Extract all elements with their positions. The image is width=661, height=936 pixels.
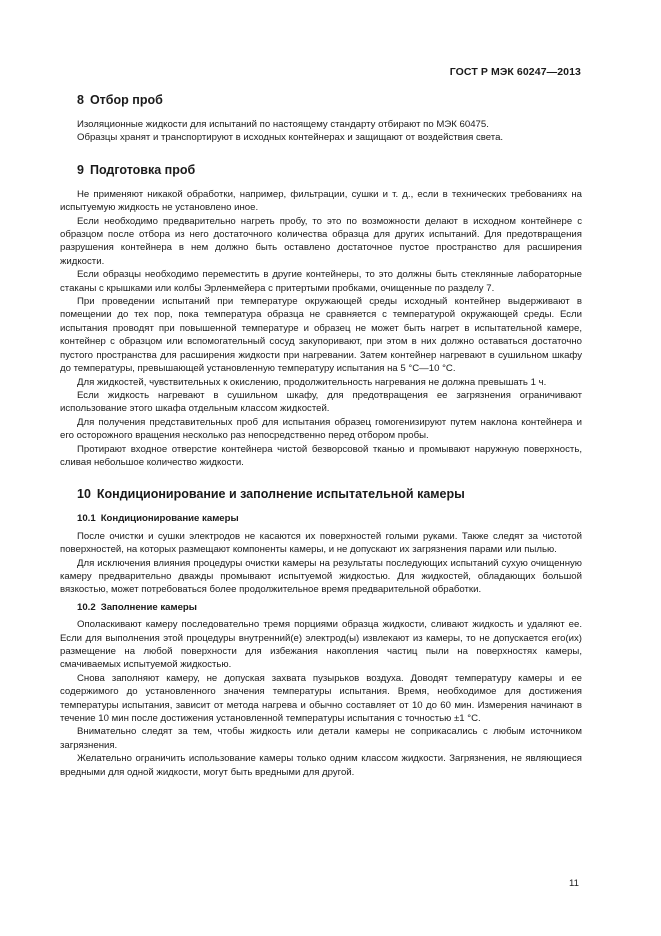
paragraph: Ополаскивают камеру последовательно тремя порциями образца жидкости, сливают жидкость и удаляют ее. Если для выполнения этой процедуры внутренний(е) электрод(ы) извлекают из камеры, то не допускается его(их) размещение на любой поверхности для избежания накопления частиц пыли на поверхностях камеры, смачиваемых испытуемой жидкостью. xyxy=(60,619,582,671)
section-title: Подготовка проб xyxy=(89,162,196,177)
section-8-heading xyxy=(60,92,582,108)
section-number: 9 xyxy=(77,162,84,177)
subsection-number: 10.2 xyxy=(77,601,96,613)
section-number: 10 xyxy=(77,487,91,502)
paragraph: Для получения представительных проб для испытания образец гомогенизируют путем наклона контейнера и его осторожного вращения несколько раз непосредственно перед отбором пробы. xyxy=(60,416,582,442)
paragraph: Если жидкость нагревают в сушильном шкафу, для предотвращения ее загрязнения ограничивают использование этого шкафа отдельным классом жидкостей. xyxy=(60,389,582,415)
subsection-title: Заполнение камеры xyxy=(100,601,197,613)
paragraph: Для жидкостей, чувствительных к окислению, продолжительность нагревания не должна превышать 1 ч. xyxy=(77,376,547,388)
section-10-heading xyxy=(60,486,582,502)
paragraph: При проведении испытаний при температуре окружающей среды исходный контейнер выдерживают в помещении до тех пор, пока температура образца не сравняется с температурой окружающей среды. Если испытания проводят при повышенной температуре и образец не может быть нагрет в испытательной камере, контейнер с образцом или вспомогательный сосуд закупоривают, при этом в них должно оставаться достаточно пустого пространства для расширения жидкости при нагревании. Затем контейнер нагревают в сушильном шкафу до температуры, превышающей установленную температуру испытания на 5 °С—10 °С. xyxy=(60,296,582,375)
section-9-heading xyxy=(60,162,582,178)
paragraph: Внимательно следят за тем, чтобы жидкость или детали камеры не соприкасались с любым источником загрязнения. xyxy=(60,726,582,751)
subsection-title: Кондиционирование камеры xyxy=(100,513,239,525)
standard-header: ГОСТ Р МЭК 60247—2013 xyxy=(449,66,581,78)
section-title: Отбор проб xyxy=(89,93,163,107)
paragraph: Образцы хранят и транспортируют в исходных контейнерах и защищают от воздействия света. xyxy=(77,132,504,144)
paragraph: Если необходимо предварительно нагреть пробу, то это по возможности делают в исходном контейнере с образцом после отбора из него достаточного количества образца для других испытаний. Для предотвращения разрушения контейнера в нем должно быть оставлено достаточное пустое пространство для расширения жидкости. xyxy=(60,215,582,267)
paragraph: Для исключения влияния процедуры очистки камеры на результаты последующих испытаний сухую очищенную камеру предварительно дважды промывают испытуемой жидкостью. Для жидкостей, обладающих большой вязкостью, может потребоваться более продолжительное время предварительной обработки. xyxy=(60,557,582,596)
paragraph: После очистки и сушки электродов не касаются их поверхностей голыми руками. Также следят за чистотой поверхностей, на которых размещают компоненты камеры, и не допускают их загрязнения парами или пылью. xyxy=(60,530,582,556)
section-number: 8 xyxy=(77,93,84,107)
paragraph: Желательно ограничить использование камеры только одним классом жидкости. Загрязнения, не являющиеся вредными для одной жидкости, могут быть вредными для другой. xyxy=(60,753,582,778)
subsection-10-2-heading xyxy=(60,601,582,614)
page-content xyxy=(60,92,582,779)
page-number: 11 xyxy=(569,878,579,889)
section-title: Кондиционирование и заполнение испытательной камеры xyxy=(96,487,465,502)
subsection-number: 10.1 xyxy=(77,513,96,525)
subsection-10-1-heading xyxy=(60,512,582,525)
paragraph: Снова заполняют камеру, не допуская захвата пузырьков воздуха. Доводят температуру камеры и ее содержимого до установленного значения температуры испытания. Время, необходимое для достижения температуры испытания, зависит от метода нагрева и обычно составляет от 10 до 60 мин. Измерения начинают в течение 10 мин после достижения установленной температуры испытания с точностью ±1 °С. xyxy=(60,672,582,725)
paragraph: Изоляционные жидкости для испытаний по настоящему стандарту отбирают по МЭК 60475. xyxy=(77,119,489,130)
paragraph: Если образцы необходимо переместить в другие контейнеры, то это должны быть стеклянные лабораторные стаканы с крышками или колбы Эрленмейера с притертыми пробками, очищенные по разделу 7. xyxy=(60,269,582,294)
paragraph: Протирают входное отверстие контейнера чистой безворсовой тканью и промывают наружную поверхность, сливая небольшое количество жидкости. xyxy=(60,443,582,468)
paragraph: Не применяют никакой обработки, например, фильтрации, сушки и т. д., если в технических требованиях на испытуемую жидкость не установлено иное. xyxy=(60,188,582,214)
